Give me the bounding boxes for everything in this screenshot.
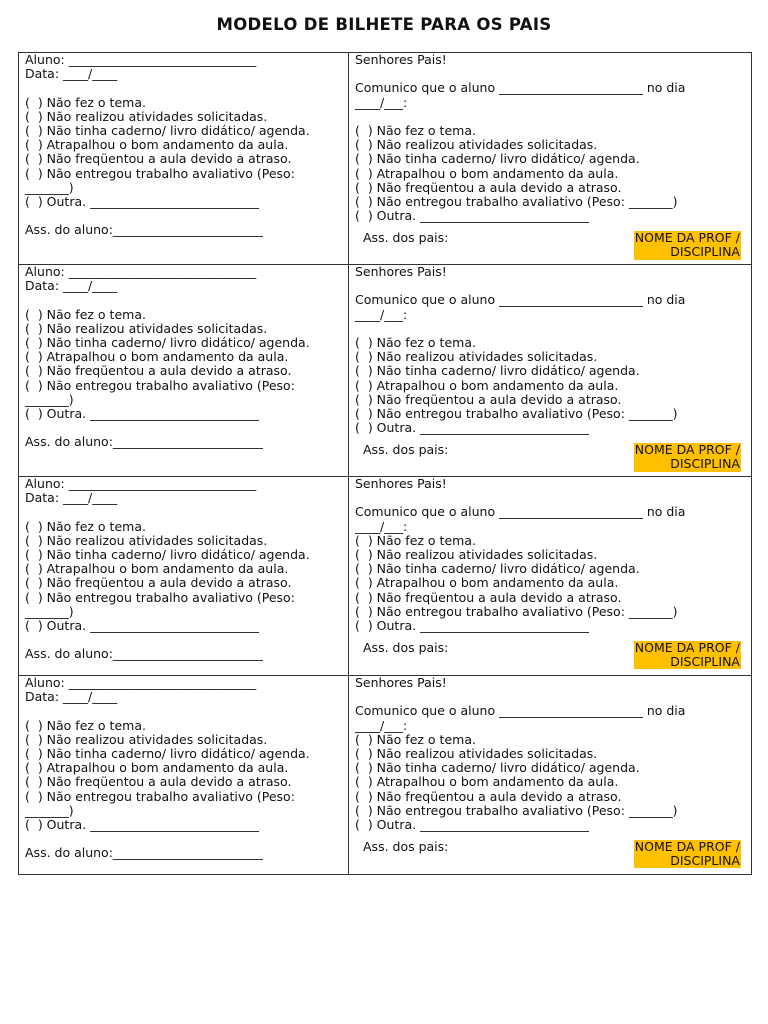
page-title: MODELO DE BILHETE PARA OS PAIS [216,15,552,34]
peso-blank[interactable]: _______) [25,802,74,818]
greeting: Senhores Pais! [355,52,447,67]
comunico-line[interactable]: Comunico que o aluno _______________________ no dia [355,703,686,719]
parent-signature-field[interactable]: Ass. dos pais: [363,442,449,458]
teacher-name-badge [634,231,741,259]
aluno-field[interactable]: Aluno: ______________________________ [25,52,257,67]
option-line[interactable]: ( ) Não freqüentou a aula devido a atraso. [25,363,292,379]
aluno-field[interactable]: Aluno: ______________________________ [25,476,257,491]
prof-line: NOME DA PROF / [634,640,740,656]
bilhete-row [19,265,752,477]
option-line[interactable]: ( ) Não realizou atividades solicitadas. [25,731,268,747]
option-line[interactable]: ( ) Não tinha caderno/ livro didático/ agenda. [355,363,640,379]
bilhete-row [19,676,752,875]
parent-slip [349,477,752,676]
data-field[interactable]: Data: ____/____ [25,66,118,82]
option-line[interactable]: ( ) Não entregou trabalho avaliativo (Peso: _______) [355,193,678,209]
option-line[interactable]: ( ) Não entregou trabalho avaliativo (Peso: [25,377,295,393]
option-line[interactable]: ( ) Não tinha caderno/ livro didático/ agenda. [25,546,310,562]
option-line[interactable]: ( ) Não realizou atividades solicitadas. [25,320,268,336]
option-line[interactable]: ( ) Não tinha caderno/ livro didático/ agenda. [355,561,640,577]
option-line[interactable]: ( ) Outra. ___________________________ [355,420,589,436]
option-line[interactable]: ( ) Não entregou trabalho avaliativo (Peso: _______) [355,802,678,818]
comunico-line[interactable]: Comunico que o aluno _______________________ no dia [355,80,686,96]
option-line[interactable]: ( ) Outra. ___________________________ [355,816,589,832]
parent-signature-field[interactable]: Ass. dos pais: [363,230,449,246]
option-line[interactable]: ( ) Atrapalhou o bom andamento da aula. [355,774,619,790]
parent-slip [349,53,752,265]
option-line[interactable]: ( ) Não tinha caderno/ livro didático/ agenda. [25,745,310,761]
date-line[interactable]: ____/___: [355,717,408,733]
option-line[interactable]: ( ) Não fez o tema. [355,532,476,548]
option-line[interactable]: ( ) Atrapalhou o bom andamento da aula. [355,575,619,591]
student-signature-field[interactable]: Ass. do aluno:________________________ [25,845,263,861]
peso-blank[interactable]: _______) [25,603,74,619]
data-field[interactable]: Data: ____/____ [25,278,118,294]
bilhete-grid [18,52,752,875]
option-line[interactable]: ( ) Não fez o tema. [355,334,476,350]
option-line[interactable]: ( ) Não entregou trabalho avaliativo (Peso: [25,165,295,181]
option-line[interactable]: ( ) Não freqüentou a aula devido a atraso. [355,391,622,407]
option-line[interactable]: ( ) Atrapalhou o bom andamento da aula. [25,760,289,776]
option-line[interactable]: ( ) Não freqüentou a aula devido a atraso. [25,575,292,591]
option-line[interactable]: ( ) Outra. ___________________________ [355,617,589,633]
parent-signature-field[interactable]: Ass. dos pais: [363,839,449,855]
bilhete-row [19,477,752,676]
student-slip [19,53,349,265]
bilhete-row [19,53,752,265]
discipline-line: DISCIPLINA [670,853,740,869]
signature-row [355,641,747,669]
option-line[interactable]: ( ) Não fez o tema. [355,122,476,138]
date-line[interactable]: ____/___: [355,306,408,322]
greeting: Senhores Pais! [355,264,447,279]
option-line[interactable]: ( ) Não tinha caderno/ livro didático/ agenda. [25,122,310,138]
option-line[interactable]: ( ) Não fez o tema. [25,306,146,322]
option-line[interactable]: ( ) Não entregou trabalho avaliativo (Peso: _______) [355,405,678,421]
option-line[interactable]: ( ) Não realizou atividades solicitadas. [355,745,598,761]
parent-slip [349,676,752,875]
option-line[interactable]: ( ) Não tinha caderno/ livro didático/ agenda. [355,760,640,776]
option-line[interactable]: ( ) Não realizou atividades solicitadas. [355,349,598,365]
option-line[interactable]: ( ) Outra. ___________________________ [25,193,259,209]
option-line[interactable]: ( ) Não realizou atividades solicitadas. [355,546,598,562]
student-slip [19,477,349,676]
aluno-field[interactable]: Aluno: ______________________________ [25,675,257,690]
teacher-name-badge [634,443,741,471]
greeting: Senhores Pais! [355,476,447,491]
option-line[interactable]: ( ) Não realizou atividades solicitadas. [25,532,268,548]
option-line[interactable]: ( ) Outra. ___________________________ [25,405,259,421]
option-line[interactable]: ( ) Não realizou atividades solicitadas. [355,137,598,153]
comunico-line[interactable]: Comunico que o aluno _______________________ no dia [355,504,686,520]
option-line[interactable]: ( ) Outra. ___________________________ [355,208,589,224]
discipline-line: DISCIPLINA [670,654,740,670]
student-slip [19,676,349,875]
parent-slip [349,265,752,477]
teacher-name-badge [634,840,741,868]
option-line[interactable]: ( ) Não freqüentou a aula devido a atraso. [355,179,622,195]
option-line[interactable]: ( ) Outra. ___________________________ [25,816,259,832]
student-signature-field[interactable]: Ass. do aluno:________________________ [25,646,263,662]
peso-blank[interactable]: _______) [25,179,74,195]
option-line[interactable]: ( ) Não freqüentou a aula devido a atraso. [355,589,622,605]
option-line[interactable]: ( ) Não freqüentou a aula devido a atraso. [355,788,622,804]
signature-row [355,231,747,259]
option-line[interactable]: ( ) Não freqüentou a aula devido a atraso. [25,774,292,790]
option-line[interactable]: ( ) Não realizou atividades solicitadas. [25,108,268,124]
signature-row [355,840,747,868]
option-line[interactable]: ( ) Atrapalhou o bom andamento da aula. [355,377,619,393]
option-line[interactable]: ( ) Atrapalhou o bom andamento da aula. [25,561,289,577]
comunico-line[interactable]: Comunico que o aluno _______________________ no dia [355,292,686,308]
student-slip [19,265,349,477]
student-signature-field[interactable]: Ass. do aluno:________________________ [25,434,263,450]
option-line[interactable]: ( ) Não fez o tema. [25,717,146,733]
aluno-field[interactable]: Aluno: ______________________________ [25,264,257,279]
discipline-line: DISCIPLINA [670,244,740,260]
data-field[interactable]: Data: ____/____ [25,689,118,705]
signature-row [355,443,747,471]
student-signature-field[interactable]: Ass. do aluno:________________________ [25,222,263,238]
data-field[interactable]: Data: ____/____ [25,490,118,506]
option-line[interactable]: ( ) Atrapalhou o bom andamento da aula. [355,165,619,181]
option-line[interactable]: ( ) Não entregou trabalho avaliativo (Peso: [25,788,295,804]
option-line[interactable]: ( ) Não fez o tema. [25,518,146,534]
greeting: Senhores Pais! [355,675,447,690]
option-line[interactable]: ( ) Não fez o tema. [25,94,146,110]
option-line[interactable]: ( ) Não tinha caderno/ livro didático/ agenda. [25,334,310,350]
prof-line: NOME DA PROF / [634,839,740,855]
option-line[interactable]: ( ) Atrapalhou o bom andamento da aula. [25,349,289,365]
option-line[interactable]: ( ) Atrapalhou o bom andamento da aula. [25,137,289,153]
option-line[interactable]: ( ) Não entregou trabalho avaliativo (Peso: [25,589,295,605]
option-line[interactable]: ( ) Não fez o tema. [355,731,476,747]
date-line[interactable]: ____/___: [355,94,408,110]
prof-line: NOME DA PROF / [634,442,740,458]
option-line[interactable]: ( ) Não entregou trabalho avaliativo (Peso: _______) [355,603,678,619]
teacher-name-badge [634,641,741,669]
date-line[interactable]: ____/___: [355,518,408,534]
option-line[interactable]: ( ) Não freqüentou a aula devido a atraso. [25,151,292,167]
option-line[interactable]: ( ) Não tinha caderno/ livro didático/ agenda. [355,151,640,167]
prof-line: NOME DA PROF / [634,230,740,246]
peso-blank[interactable]: _______) [25,391,74,407]
option-line[interactable]: ( ) Outra. ___________________________ [25,617,259,633]
discipline-line: DISCIPLINA [670,456,740,472]
parent-signature-field[interactable]: Ass. dos pais: [363,640,449,656]
